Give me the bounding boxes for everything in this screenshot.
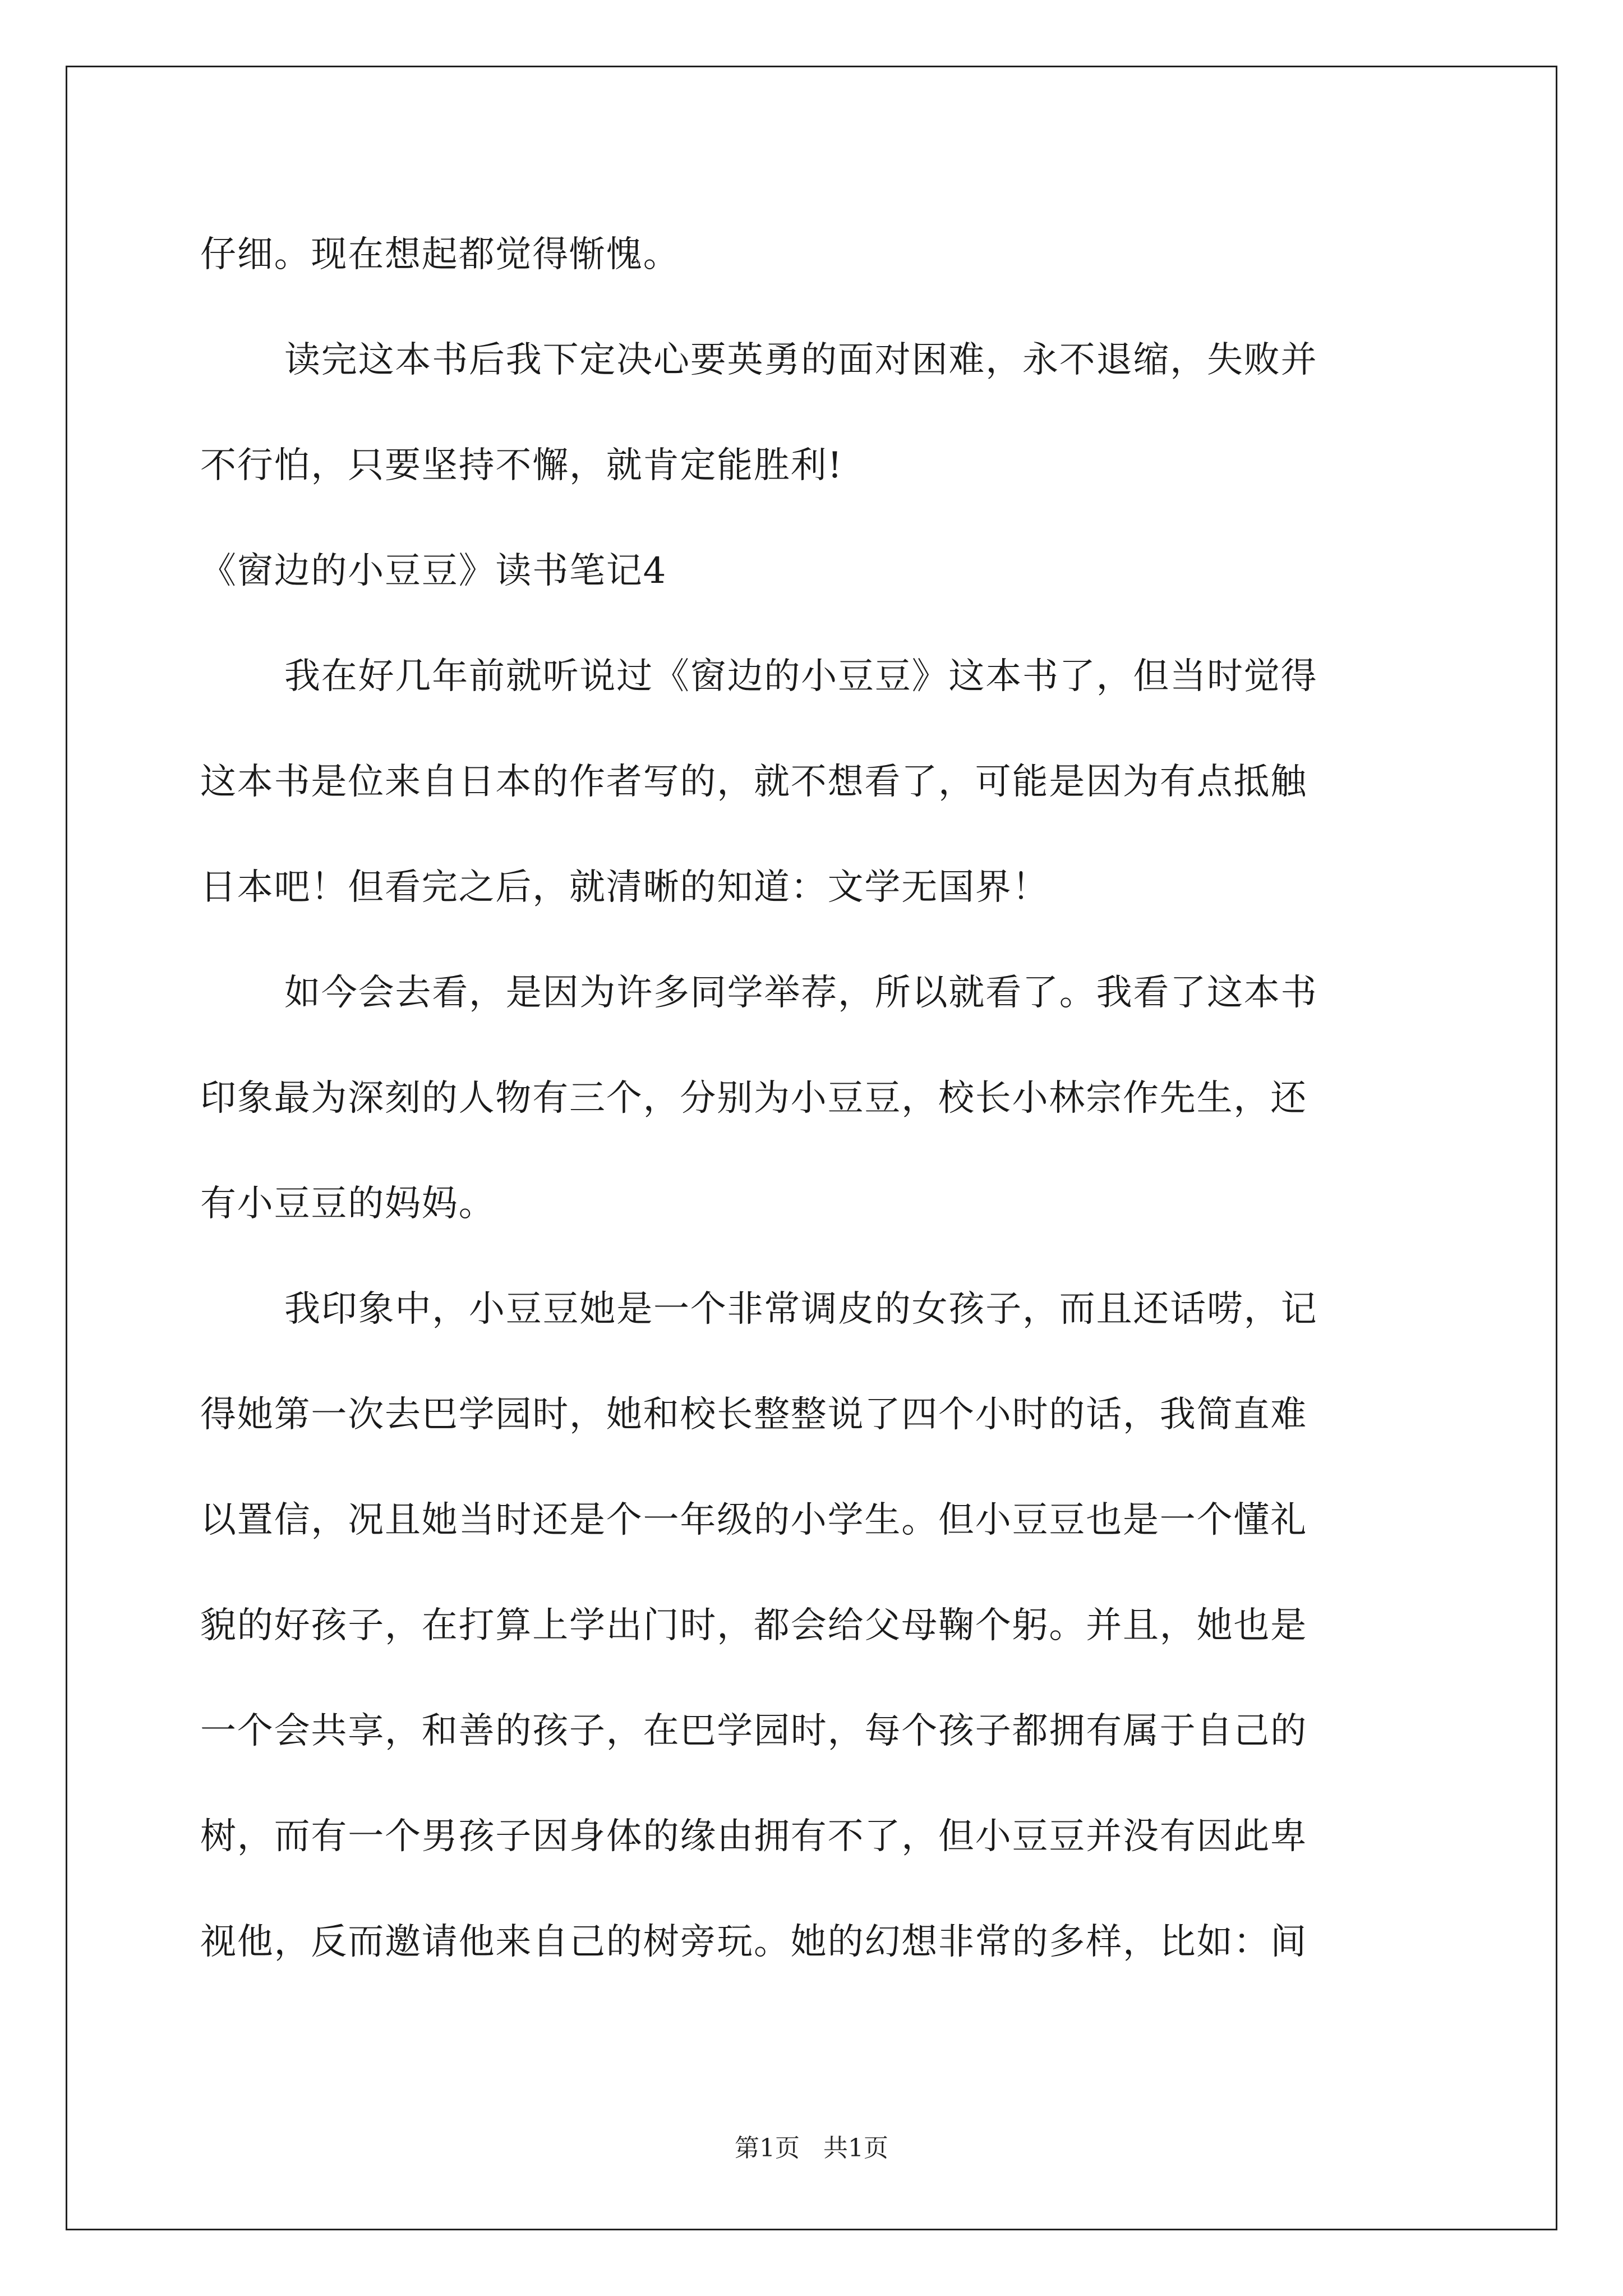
page-footer: [0, 2132, 1623, 2165]
paragraph-line: 不行怕，只要坚持不懈，就肯定能胜利!: [200, 445, 843, 486]
paragraph-line: 得她第一次去巴学园时，她和校长整整说了四个小时的话，我简直难: [200, 1394, 1307, 1435]
paragraph-line: 视他，反而邀请他来自己的树旁玩。她的幻想非常的多样，比如：间: [200, 1921, 1307, 1963]
paragraph-line: 树，而有一个男孩子因身体的缘由拥有不了，但小豆豆并没有因此卑: [200, 1816, 1307, 1857]
paragraph-line: 印象最为深刻的人物有三个，分别为小豆豆，校长小林宗作先生，还: [200, 1078, 1307, 1119]
paragraph-line: 一个会共享，和善的孩子，在巴学园时，每个孩子都拥有属于自己的: [200, 1710, 1307, 1752]
section-heading: 《窗边的小豆豆》读书笔记4: [200, 550, 667, 592]
paragraph-line: 我印象中，小豆豆她是一个非常调皮的女孩子，而且还话唠，记: [284, 1289, 1318, 1330]
paragraph-line: 我在好几年前就听说过《窗边的小豆豆》这本书了，但当时觉得: [284, 656, 1318, 697]
paragraph-line: 如今会去看，是因为许多同学举荐，所以就看了。我看了这本书: [284, 972, 1318, 1014]
paragraph-line: 日本吧！但看完之后，就清晰的知道：文学无国界！: [200, 867, 1049, 908]
paragraph-line: 这本书是位来自日本的作者写的，就不想看了，可能是因为有点抵触: [200, 761, 1307, 803]
page-total: 共1页: [823, 2134, 888, 2162]
document-body: [200, 202, 1423, 1995]
paragraph-line: 有小豆豆的妈妈。: [200, 1183, 496, 1225]
paragraph-line: 貌的好孩子，在打算上学出门时，都会给父母鞠个躬。并且，她也是: [200, 1605, 1307, 1646]
paragraph-line: 仔细。现在想起都觉得惭愧。: [200, 234, 680, 275]
paragraph-line: 读完这本书后我下定决心要英勇的面对困难，永不退缩，失败并: [284, 339, 1318, 381]
paragraph-line: 以置信，况且她当时还是个一年级的小学生。但小豆豆也是一个懂礼: [200, 1499, 1307, 1541]
page-number: 第1页: [735, 2134, 800, 2162]
